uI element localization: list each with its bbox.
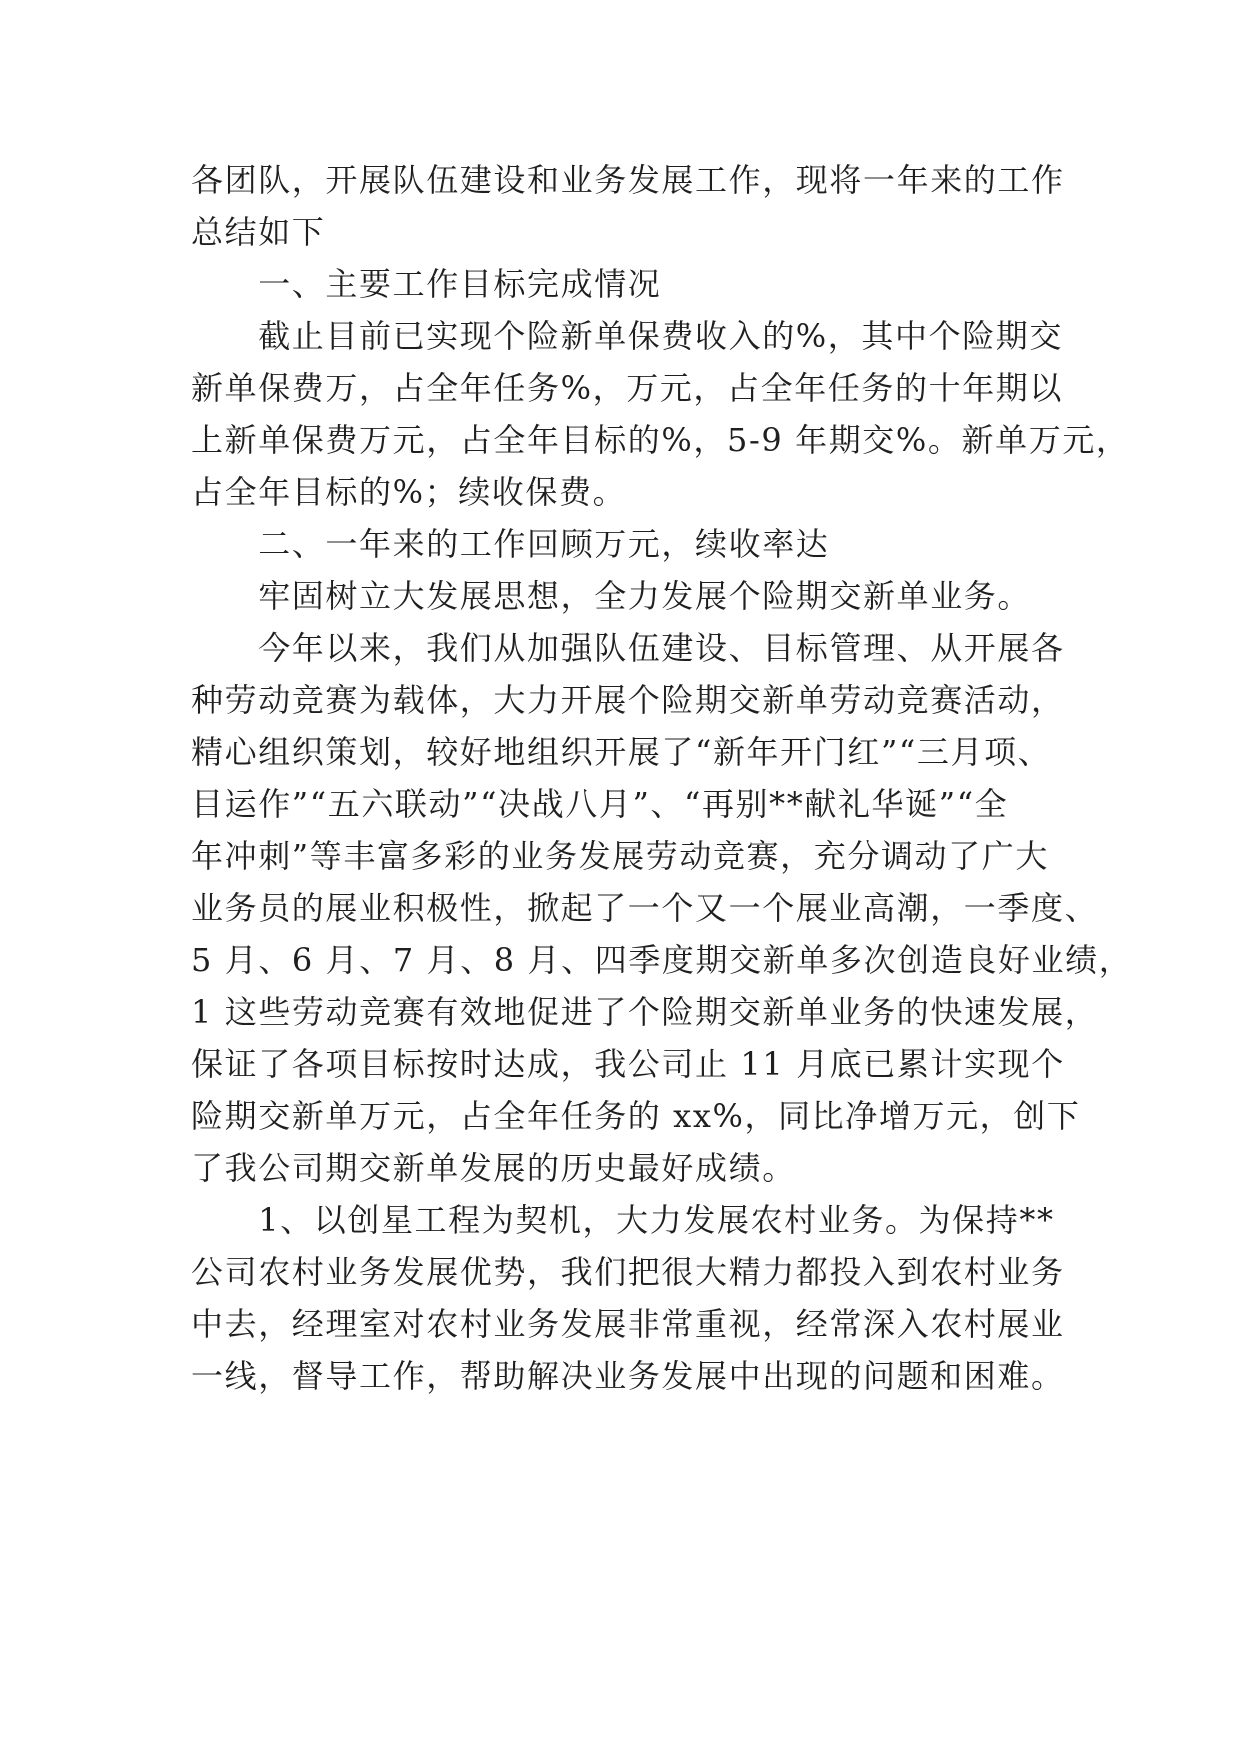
text-line: 种劳动竞赛为载体，大力开展个险期交新单劳动竞赛活动，	[191, 681, 1065, 719]
text-line: 一线，督导工作，帮助解决业务发展中出现的问题和困难。	[191, 1357, 1065, 1395]
text-line: 公司农村业务发展优势，我们把很大精力都投入到农村业务	[191, 1253, 1065, 1291]
text-line: 新单保费万，占全年任务%，万元，占全年任务的十年期以	[191, 369, 1064, 407]
text-line: 保证了各项目标按时达成，我公司止 11 月底已累计实现个	[191, 1045, 1065, 1083]
text-line: 了我公司期交新单发展的历史最好成绩。	[191, 1149, 796, 1187]
text-line: 截止目前已实现个险新单保费收入的%，其中个险期交	[191, 317, 1064, 355]
section-heading: 一、主要工作目标完成情况	[191, 265, 662, 303]
text-line: 占全年目标的%；续收保费。	[191, 473, 627, 511]
text-line: 5 月、6 月、7 月、8 月、四季度期交新单多次创造良好业绩，	[191, 941, 1133, 979]
text-line: 目运作”“五六联动”“决战八月”、“再别**献礼华诞”“全	[191, 785, 1009, 823]
text-line: 险期交新单万元，占全年任务的 xx%，同比净增万元，创下	[191, 1097, 1081, 1135]
text-line: 业务员的展业积极性，掀起了一个又一个展业高潮，一季度、	[191, 889, 1099, 927]
text-line: 上新单保费万元，占全年目标的%，5-9 年期交%。新单万元，	[191, 421, 1130, 459]
text-line: 各团队，开展队伍建设和业务发展工作，现将一年来的工作	[191, 161, 1065, 199]
text-line: 总结如下	[191, 213, 326, 251]
text-line: 精心组织策划，较好地组织开展了“新年开门红”“三月项、	[191, 733, 1052, 771]
text-line: 今年以来，我们从加强队伍建设、目标管理、从开展各	[191, 629, 1065, 667]
text-line: 1、以创星工程为契机，大力发展农村业务。为保持**	[191, 1201, 1055, 1239]
text-line: 牢固树立大发展思想，全力发展个险期交新单业务。	[191, 577, 1032, 615]
text-line: 中去，经理室对农村业务发展非常重视，经常深入农村展业	[191, 1305, 1065, 1343]
section-heading: 二、一年来的工作回顾万元，续收率达	[191, 525, 830, 563]
text-line: 1 这些劳动竞赛有效地促进了个险期交新单业务的快速发展，	[191, 993, 1099, 1031]
text-line: 年冲刺”等丰富多彩的业务发展劳动竞赛，充分调动了广大	[191, 837, 1049, 875]
